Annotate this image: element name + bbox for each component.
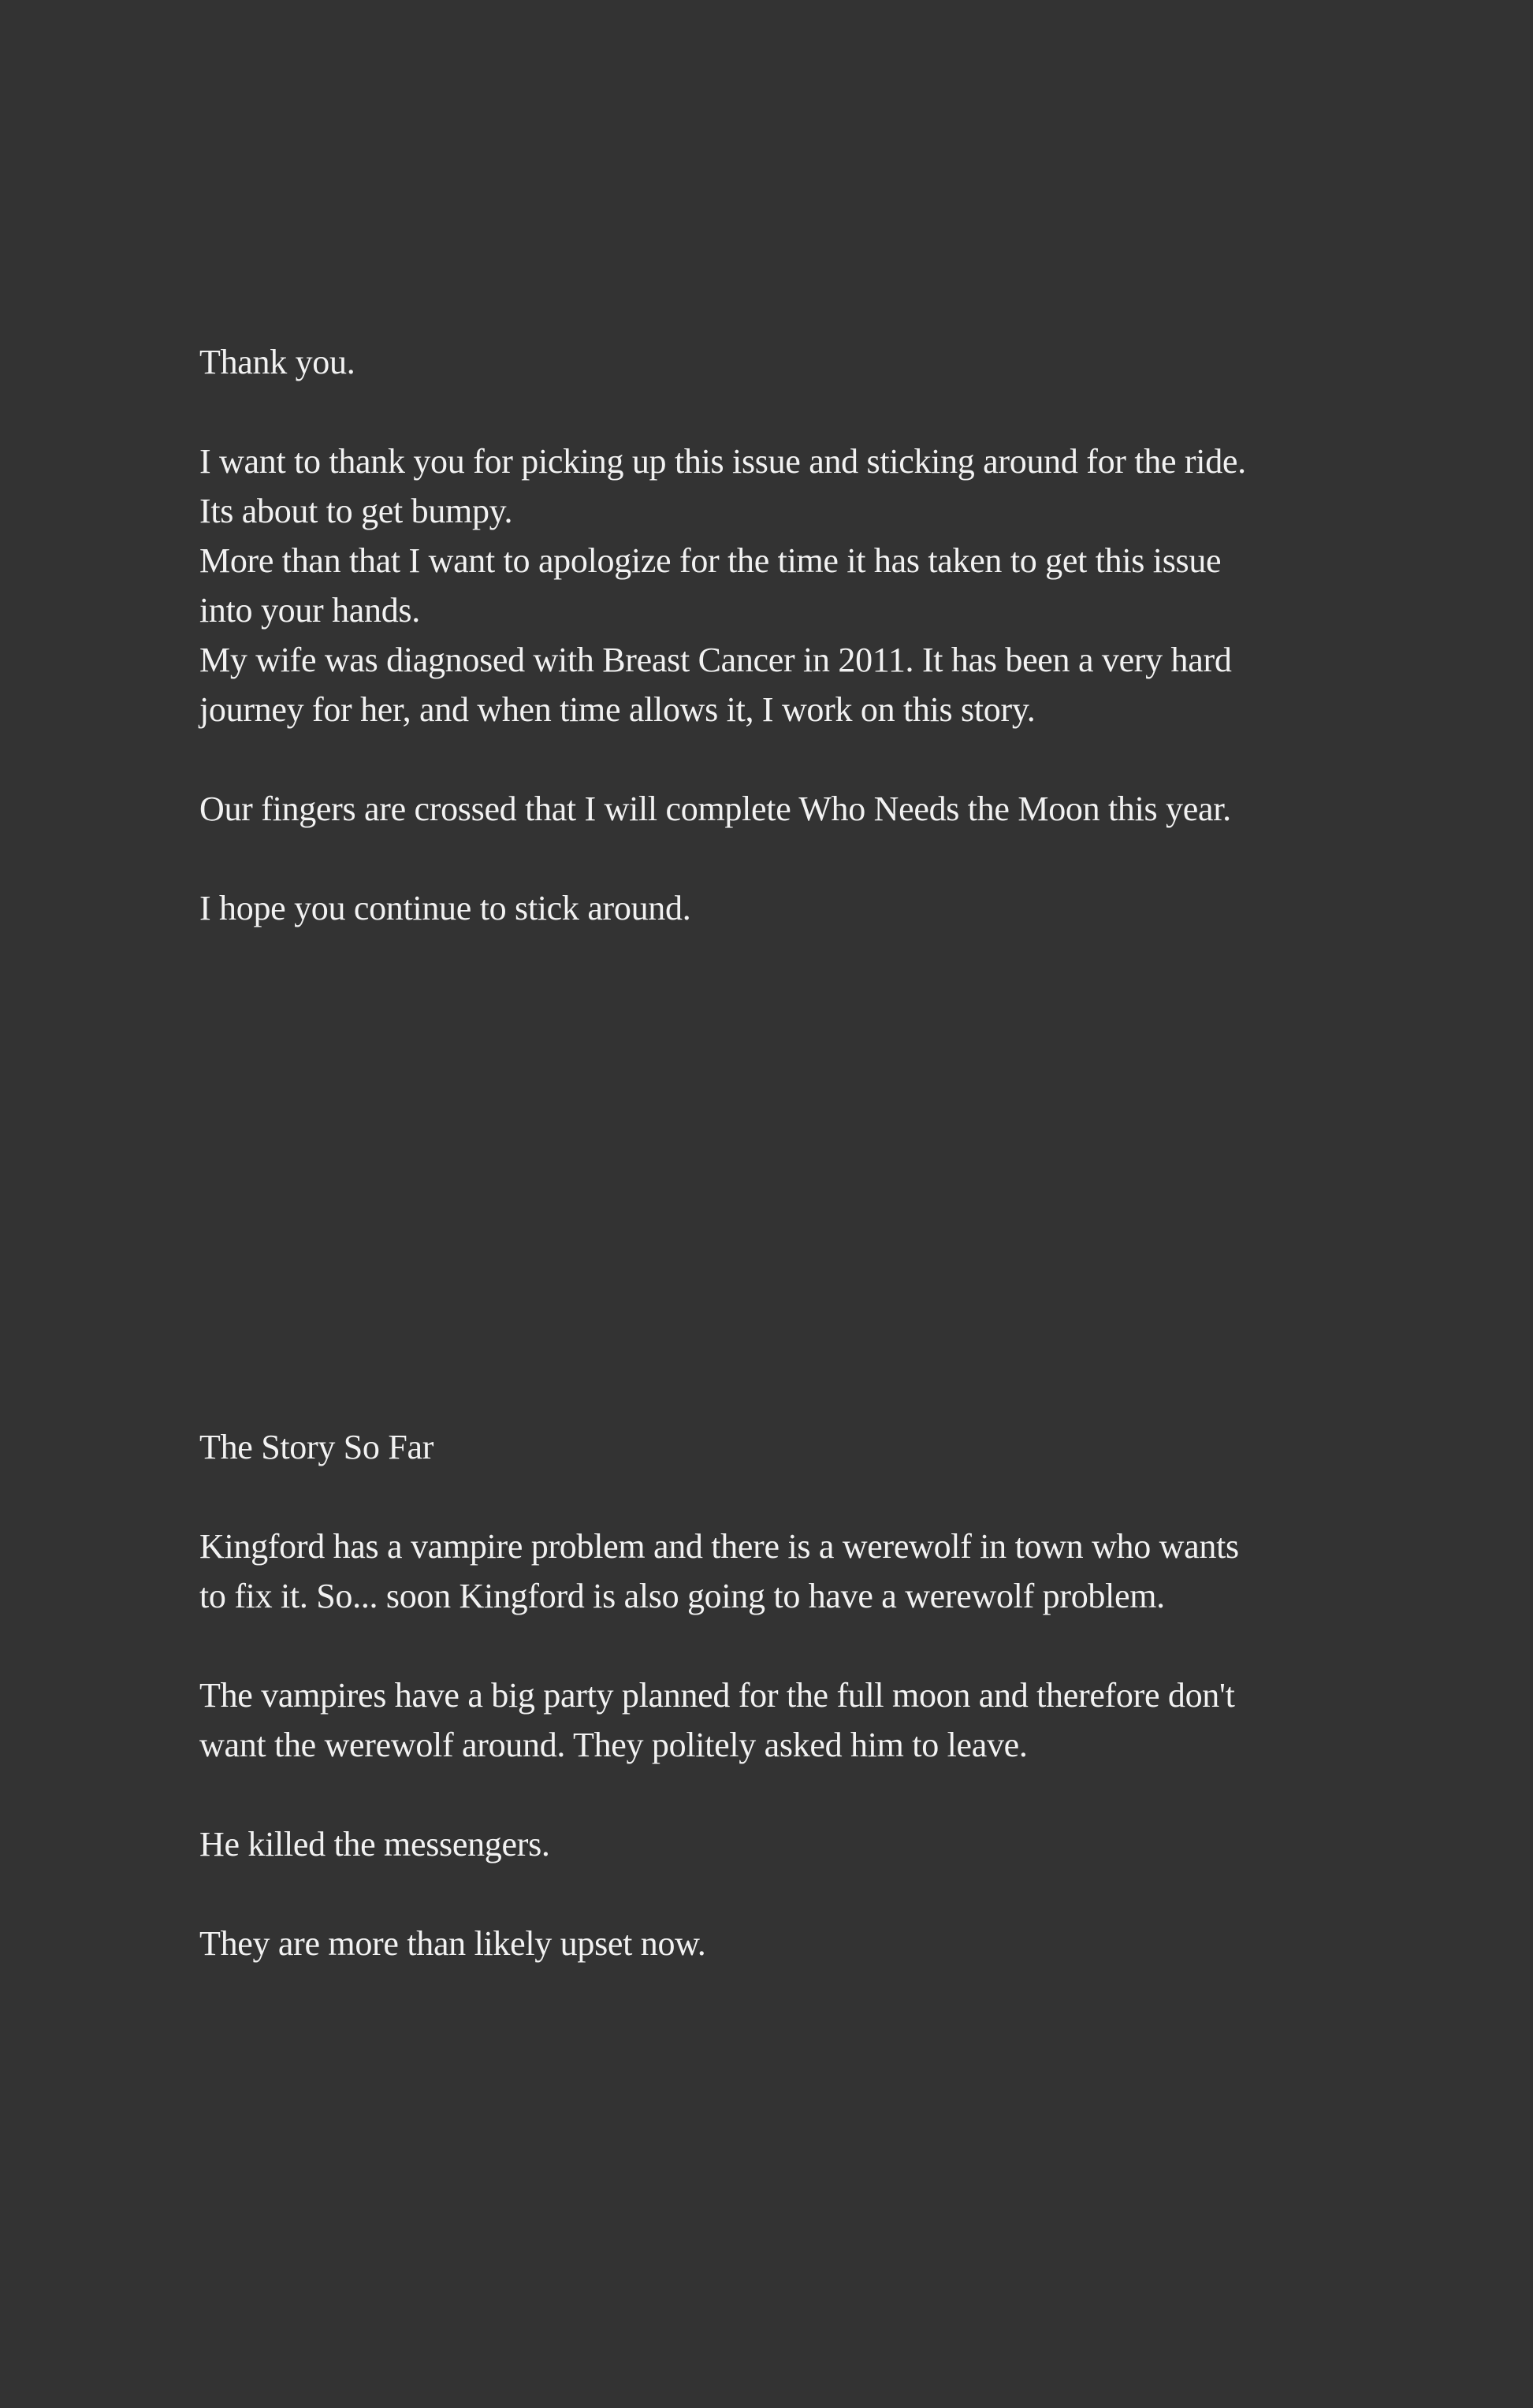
story-paragraph-3: He killed the messengers. bbox=[199, 1825, 550, 1864]
story-paragraph-2 bbox=[199, 1670, 1397, 1770]
letter-line: Its about to get bumpy. bbox=[199, 492, 513, 530]
story-heading: The Story So Far bbox=[199, 1428, 434, 1466]
letter-paragraph-3: I hope you continue to stick around. bbox=[199, 889, 691, 927]
story-line: to fix it. So... soon Kingford is also going to have a werewolf problem. bbox=[199, 1577, 1165, 1615]
letter-heading: Thank you. bbox=[199, 343, 355, 381]
letter-line: journey for her, and when time allows it, I work on this story. bbox=[199, 690, 1036, 729]
story-line: Kingford has a vampire problem and there is a werewolf in town who wants bbox=[199, 1527, 1239, 1566]
letter-line: I want to thank you for picking up this issue and sticking around for the ride. bbox=[199, 442, 1246, 481]
spacer bbox=[199, 1472, 1397, 1522]
spacer bbox=[199, 1621, 1397, 1670]
spacer bbox=[199, 1869, 1397, 1919]
story-line: The vampires have a big party planned for the full moon and therefore don't bbox=[199, 1676, 1235, 1715]
letter-paragraph-2: Our fingers are crossed that I will complete Who Needs the Moon this year. bbox=[199, 790, 1231, 828]
letter-paragraph-1 bbox=[199, 437, 1397, 734]
story-line: want the werewolf around. They politely asked him to leave. bbox=[199, 1726, 1028, 1764]
letter-line: More than that I want to apologize for the time it has taken to get this issue bbox=[199, 541, 1222, 580]
thank-you-letter bbox=[199, 337, 1397, 933]
spacer bbox=[199, 834, 1397, 883]
letter-line: My wife was diagnosed with Breast Cancer in 2011. It has been a very hard bbox=[199, 641, 1232, 679]
spacer bbox=[199, 387, 1397, 437]
letter-line: into your hands. bbox=[199, 591, 420, 630]
story-paragraph-1 bbox=[199, 1522, 1397, 1621]
spacer bbox=[199, 734, 1397, 784]
spacer bbox=[199, 1770, 1397, 1819]
story-so-far-section bbox=[199, 1422, 1397, 1968]
story-paragraph-4: They are more than likely upset now. bbox=[199, 1924, 706, 1963]
